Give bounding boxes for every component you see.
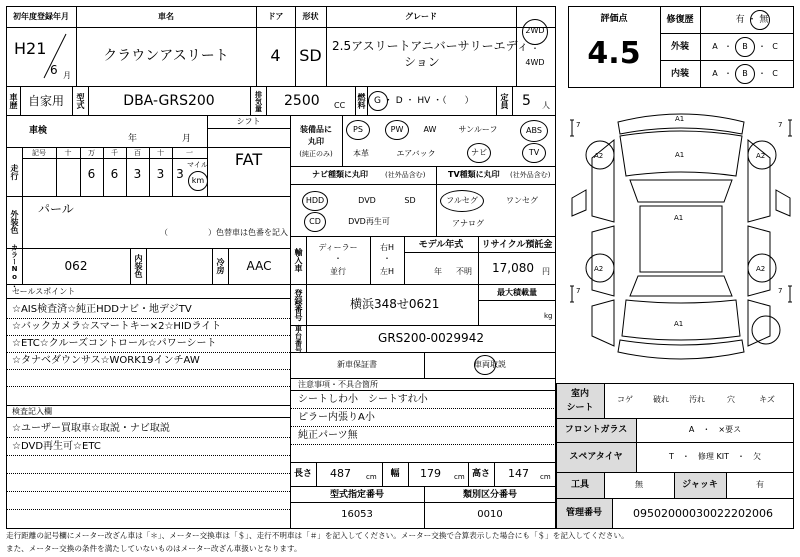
yen-unit: 円 <box>542 267 550 276</box>
navi-type-sub: (社外品含む) <box>385 171 426 179</box>
exterior-score-label: 外装 <box>670 41 689 52</box>
digit-header-5: 十 <box>157 148 164 157</box>
jack-value: 有 <box>756 480 764 489</box>
doors: 4 <box>270 46 281 65</box>
fuel-options: G ・ D ・ HV ・（ ） <box>374 96 474 106</box>
aircon: AAC <box>246 259 272 273</box>
km-label: km <box>191 176 205 185</box>
import-dealer: ディーラー <box>318 243 358 252</box>
damage-a1-roof: A1 <box>674 214 684 222</box>
model-year-unit: 年 <box>434 267 442 276</box>
digit-header-3: 千 <box>111 148 118 157</box>
interior-grade-c: C <box>772 69 778 78</box>
damage-a2-rl: A2 <box>594 265 604 273</box>
exterior-dot-2: ・ <box>758 42 766 51</box>
capacity-label: 定員 <box>500 93 509 109</box>
car-name: クラウンアスリート <box>103 48 229 64</box>
equip-navi: ナビ <box>471 148 487 157</box>
interior-grade-b: B <box>742 69 748 78</box>
seat-stain: 汚れ <box>689 395 705 404</box>
inspector-item-2: ☆DVD再生可☆ETC <box>12 441 101 452</box>
spare-tire-value: T ・ 修理 KIT ・ 欠 <box>669 452 761 461</box>
mileage-digit-4: 3 <box>156 167 165 181</box>
navi-dvd-play: DVD再生可 <box>348 217 390 226</box>
car-damage-diagram <box>566 100 796 375</box>
damage-a1-trunk: A1 <box>674 320 684 328</box>
kg-unit: kg <box>544 312 553 320</box>
navi-hdd: HDD <box>305 196 325 205</box>
body-label: 形状 <box>302 12 319 21</box>
mark-seven-2: 7 <box>778 121 783 129</box>
inspection-year-unit: 年 <box>128 134 138 144</box>
mileage-digit-2: 6 <box>110 167 119 181</box>
seat-hole: 穴 <box>727 395 735 404</box>
notes-line-2: ピラー内張りA小 <box>298 412 375 423</box>
car-name-label: 車名 <box>158 12 174 21</box>
mgmt-number: 09502000030022202006 <box>633 506 773 520</box>
interior-grade-a: A <box>712 69 718 78</box>
seat-scratch: キズ <box>759 395 775 404</box>
tv-type-sub: (社外品含む) <box>510 171 551 179</box>
category-label: 類別区分番号 <box>462 489 517 500</box>
damage-a2-fr: A2 <box>756 152 766 160</box>
registration-label: 登録番号 <box>294 289 303 321</box>
warranty-book: 新車保証書 <box>337 360 377 369</box>
repair-label: 修復歴 <box>666 14 694 25</box>
seat-burn: コゲ <box>617 395 633 404</box>
exterior-grade-a: A <box>712 42 718 51</box>
exterior-color: パール <box>38 202 74 216</box>
tools-label: 工具 <box>570 479 589 490</box>
aircon-label: 冷房 <box>216 258 225 274</box>
spare-tire-label: スペアタイヤ <box>569 451 623 462</box>
mile-label: マイル <box>187 161 208 169</box>
fuel-label: 燃料 <box>357 93 366 109</box>
type-approval-label: 型式指定番号 <box>329 489 384 500</box>
width-unit: cm <box>454 473 465 481</box>
import-parallel: 並行 <box>330 267 346 276</box>
equip-airbag: エアバック <box>396 149 436 158</box>
digit-header-4: 百 <box>134 148 141 157</box>
equip-sunroof: サンルーフ <box>458 125 498 134</box>
selling-points-label: セールスポイント <box>12 287 76 296</box>
color-code-label: カラーNo. <box>10 243 19 289</box>
tv-oneseg: ワンセグ <box>506 196 538 205</box>
displacement: 2500 <box>284 93 320 109</box>
first-reg-era: H21 <box>14 39 47 58</box>
damage-a1-hood: A1 <box>675 151 685 159</box>
inspector-item-1: ☆ユーザー買取車☆取説・ナビ取説 <box>12 423 170 434</box>
equip-ps: PS <box>353 125 363 134</box>
notes-line-1: シートしわ小 シートすれ小 <box>298 394 428 405</box>
tv-fullseg: フルセグ <box>446 196 478 205</box>
interior-seat-label-2: シート <box>566 402 594 413</box>
model-year-unknown: 不明 <box>456 267 472 276</box>
max-load-label: 最大積載量 <box>497 288 537 297</box>
notes-label: 注意事項・不具合箇所 <box>298 380 378 389</box>
length-value: 487 <box>330 467 351 480</box>
drive-4wd: 4WD <box>525 58 545 67</box>
selling-point-1: ☆AIS検査済☆純正HDDナビ・地デジTV <box>12 304 192 315</box>
score-value: 4.5 <box>587 36 641 71</box>
height-unit: cm <box>540 473 551 481</box>
use-label: 車歴 <box>9 93 18 109</box>
capacity: 5 <box>522 93 531 109</box>
body-type: SD <box>299 46 322 65</box>
mileage-sub: 記号 <box>32 148 46 157</box>
cc-unit: CC <box>334 101 346 110</box>
damage-a2-fl: A2 <box>594 152 604 160</box>
navi-type-label: ナビ種類に丸印 <box>312 170 368 179</box>
windshield-value: A ・ ×要ス <box>688 425 742 434</box>
mark-seven-3: 7 <box>576 287 581 295</box>
navi-cd: CD <box>309 217 321 226</box>
exterior-color-note: （ ）色替車は色番を記入 <box>160 228 288 237</box>
drive-2wd: 2WD <box>525 26 545 35</box>
jack-label: ジャッキ <box>682 479 718 490</box>
shift-value: FAT <box>234 150 263 169</box>
exterior-grade-c: C <box>772 42 778 51</box>
color-code: 062 <box>64 259 88 273</box>
notes-line-3: 純正パーツ無 <box>298 430 358 441</box>
month-unit: 月 <box>63 71 71 80</box>
model-year-label: モデル年式 <box>418 239 464 250</box>
chassis-label: 車台番号 <box>294 325 303 353</box>
mileage-label: 走行 <box>10 164 19 180</box>
grade-label: グレード <box>405 12 437 21</box>
equip-aw: AW <box>423 125 437 134</box>
tools-value: 無 <box>635 480 643 489</box>
length-label: 長さ <box>293 468 312 479</box>
windshield-label: フロントガラス <box>564 424 628 435</box>
person-unit: 人 <box>542 101 550 110</box>
exterior-dot-1: ・ <box>724 42 732 51</box>
exterior-color-label: 外装色 <box>10 210 19 234</box>
grade-line1: 2.5アスリートアニバーサリーエディ <box>332 39 529 53</box>
digit-header-1: 十 <box>64 148 72 157</box>
equip-abs: ABS <box>526 126 542 135</box>
model-code: DBA-GRS200 <box>123 93 215 109</box>
category-number: 0010 <box>477 509 503 520</box>
first-reg-month: 6 <box>50 63 58 77</box>
equip-pw: PW <box>390 125 404 134</box>
height-value: 147 <box>508 467 529 480</box>
mileage-digit-1: 6 <box>87 167 96 181</box>
hand-dot: ・ <box>383 254 391 263</box>
model-label: 型式 <box>76 93 85 109</box>
recycle-amount: 17,080 <box>492 261 534 275</box>
mark-seven-4: 7 <box>778 287 783 295</box>
equipment-label-2: 丸印 <box>308 137 324 146</box>
displacement-label: 排気量 <box>254 90 263 112</box>
interior-color-label: 内装色 <box>134 254 143 278</box>
tv-analog: アナログ <box>452 219 484 228</box>
interior-score-label: 内装 <box>670 68 689 79</box>
repair-options: 有 ・ 無 <box>735 14 769 25</box>
import-dot: ・ <box>334 254 342 263</box>
inspector-label: 検査記入欄 <box>12 407 52 416</box>
mileage-digit-5: 3 <box>176 167 184 181</box>
import-label: 輸入車 <box>294 248 303 272</box>
mark-seven-1: 7 <box>576 121 581 129</box>
footer-note-2: また、メーター交換の条件を満たしていないものはメーター改ざん車扱いとなります。 <box>6 544 302 553</box>
digit-header-6: 一 <box>186 148 193 157</box>
selling-point-4: ☆タナベダウンサス☆WORK19インチAW <box>12 355 200 366</box>
tv-type-label: TV種類に丸印 <box>448 170 500 179</box>
length-unit: cm <box>366 473 377 481</box>
width-label: 幅 <box>390 468 400 479</box>
left-hand: 左H <box>379 267 394 276</box>
shift-label: シフト <box>236 117 261 126</box>
first-reg-label: 初年度登録年月 <box>13 12 69 21</box>
mgmt-number-label: 管理番号 <box>565 507 602 518</box>
doors-label: ドア <box>267 12 284 21</box>
selling-point-3: ☆ETC☆クルーズコントロール☆パワーシート <box>12 338 217 349</box>
height-label: 高さ <box>471 468 490 479</box>
grade-line2: ション <box>404 55 440 69</box>
inspection-month-unit: 月 <box>182 134 192 144</box>
navi-dvd: DVD <box>358 196 376 205</box>
recycle-label: リサイクル預託金 <box>481 239 553 250</box>
score-label: 評価点 <box>600 13 628 24</box>
chassis-number: GRS200-0029942 <box>378 331 484 345</box>
damage-a2-rr: A2 <box>756 265 766 273</box>
interior-seat-label-1: 室内 <box>570 388 589 399</box>
selling-point-2: ☆バックカメラ☆スマートキー×2☆HIDライト <box>12 321 222 332</box>
interior-dot-2: ・ <box>758 69 766 78</box>
inspection-label: 車検 <box>28 125 47 136</box>
seat-tear: 破れ <box>653 395 669 404</box>
digit-header-2: 万 <box>88 148 95 157</box>
mileage-digit-3: 3 <box>133 167 142 181</box>
width-value: 179 <box>420 467 441 480</box>
footer-note-1: 走行距離の記号欄にメーター改ざん車は「＊」、メーター交換車は「＄」、走行不明車は「＃」を記入してください。メーター交換で合算表示した場合にも「＄」を記入してください。 <box>6 531 629 540</box>
equip-tv: TV <box>528 148 540 157</box>
vehicle-manual: 車両取説 <box>474 360 506 369</box>
type-approval: 16053 <box>341 509 373 520</box>
navi-sd: SD <box>404 196 416 205</box>
equipment-label-3: (純正のみ) <box>299 149 333 158</box>
use-type: 自家用 <box>27 94 64 108</box>
damage-a1-bumper: A1 <box>675 115 685 123</box>
drive-dot: ・ <box>531 44 539 53</box>
right-hand: 右H <box>379 243 394 252</box>
registration-number: 横浜348せ0621 <box>350 297 440 311</box>
exterior-grade-b: B <box>742 42 748 51</box>
interior-dot-1: ・ <box>724 69 732 78</box>
equipment-label-1: 装備品に <box>300 125 332 134</box>
equip-leather: 本革 <box>353 149 369 158</box>
